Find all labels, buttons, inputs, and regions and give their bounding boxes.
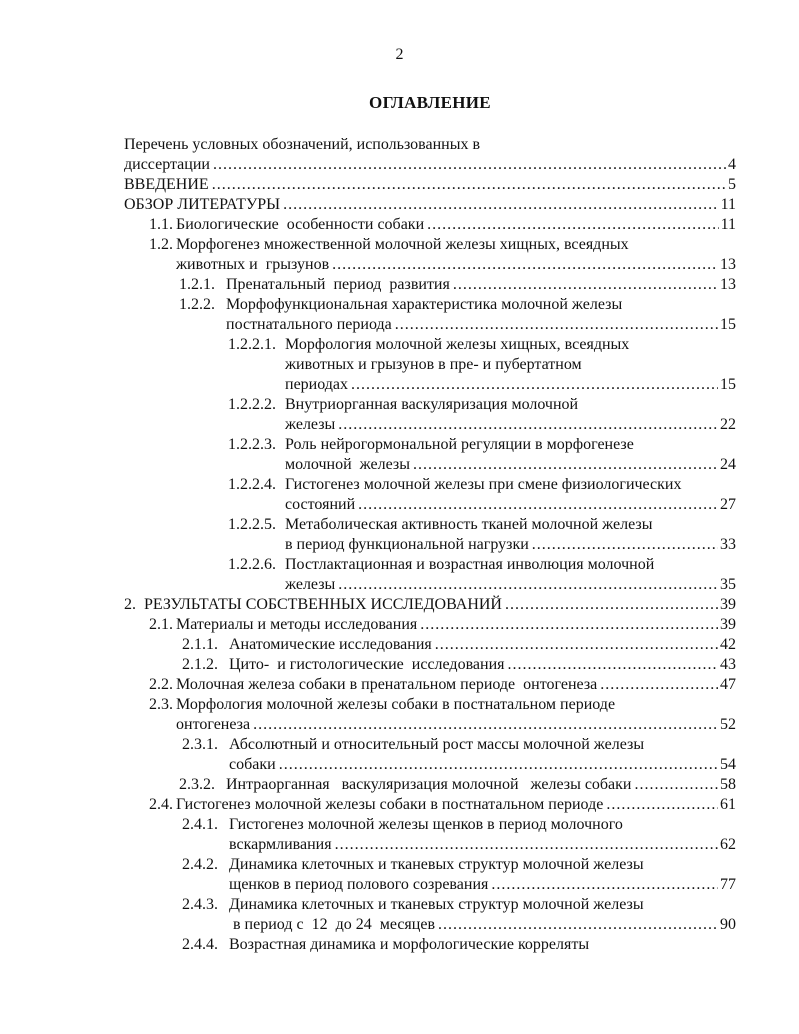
toc-entry-text: животных и грызунов в пре- и пубертатном bbox=[285, 356, 582, 373]
toc-page-number: 62 bbox=[720, 836, 736, 853]
toc-entry[interactable] bbox=[124, 775, 736, 795]
leader-dots bbox=[338, 415, 718, 435]
toc-entry-label: онтогенеза bbox=[176, 715, 253, 735]
table-of-contents bbox=[124, 135, 736, 955]
toc-page-number: 39 bbox=[720, 616, 736, 633]
toc-entry-text: Внутриорганная васкуляризация молочной bbox=[285, 396, 579, 413]
toc-entry-number: 1.2.2. bbox=[179, 296, 215, 313]
leader-dots bbox=[338, 575, 718, 595]
leader-dots bbox=[395, 315, 718, 335]
leader-dots bbox=[253, 715, 718, 735]
toc-entry-number: 2.1.2. bbox=[182, 656, 218, 673]
toc-entry-label: щенков в период полового созревания bbox=[229, 875, 491, 895]
toc-entry-label: Цито- и гистологические исследования bbox=[229, 655, 508, 675]
toc-page-number: 5 bbox=[728, 176, 736, 193]
toc-entry-label: Гистогенез молочной железы собаки в постнатальном периоде bbox=[176, 795, 606, 815]
toc-entry-text: Морфология молочной железы хищных, всеядных bbox=[285, 336, 630, 353]
toc-page-number: 13 bbox=[720, 256, 736, 273]
toc-entry-label: собаки bbox=[229, 755, 279, 775]
toc-entry-number: 2.4. bbox=[149, 796, 173, 813]
leader-dots bbox=[435, 635, 718, 655]
toc-entry[interactable] bbox=[124, 195, 736, 215]
toc-page-number: 90 bbox=[720, 916, 736, 933]
toc-entry-label: Интраорганная васкуляризация молочной железы собаки bbox=[226, 775, 635, 795]
toc-page-number: 47 bbox=[720, 676, 736, 693]
toc-entry-number: 2. bbox=[124, 596, 136, 613]
toc-entry[interactable] bbox=[124, 435, 736, 475]
toc-entry-number: 2.3.2. bbox=[179, 776, 215, 793]
leader-dots bbox=[358, 495, 718, 515]
toc-entry-label: железы bbox=[285, 415, 338, 435]
toc-entry-text: Динамика клеточных и тканевых структур молочной железы bbox=[229, 896, 644, 913]
toc-entry-number: 1.2.2.5. bbox=[228, 516, 276, 533]
toc-entry-number: 2.2. bbox=[149, 676, 173, 693]
leader-dots bbox=[438, 915, 718, 935]
toc-page-number: 35 bbox=[720, 576, 736, 593]
leader-dots bbox=[491, 875, 718, 895]
toc-entry-number: 1.2.2.3. bbox=[228, 436, 276, 453]
toc-entry[interactable] bbox=[124, 295, 736, 335]
toc-entry[interactable] bbox=[124, 515, 736, 555]
toc-entry[interactable] bbox=[124, 895, 736, 935]
leader-dots bbox=[635, 775, 719, 795]
toc-entry-label: состояний bbox=[285, 495, 358, 515]
toc-entry[interactable] bbox=[124, 815, 736, 855]
toc-entry-number: 2.4.3. bbox=[182, 896, 218, 913]
toc-entry-label: железы bbox=[285, 575, 338, 595]
leader-dots bbox=[606, 795, 718, 815]
toc-entry-number: 1.2.1. bbox=[179, 276, 215, 293]
toc-entry-label: Пренатальный период развития bbox=[226, 275, 453, 295]
toc-entry-text: Гистогенез молочной железы при смене физиологических bbox=[285, 476, 682, 493]
leader-dots bbox=[508, 655, 719, 675]
toc-page-number: 13 bbox=[720, 276, 736, 293]
leader-dots bbox=[413, 455, 718, 475]
toc-entry-number: 2.1. bbox=[149, 616, 173, 633]
toc-entry-number: 2.4.4. bbox=[182, 936, 218, 953]
toc-entry[interactable] bbox=[124, 615, 736, 635]
toc-entry[interactable] bbox=[124, 935, 736, 955]
toc-entry[interactable] bbox=[124, 595, 736, 615]
toc-entry-label: Материалы и методы исследования bbox=[176, 615, 420, 635]
toc-entry-label: ВВЕДЕНИЕ bbox=[124, 175, 212, 195]
page-number: 2 bbox=[395, 46, 404, 63]
toc-entry-label: диссертации bbox=[124, 155, 213, 175]
toc-entry[interactable] bbox=[124, 635, 736, 655]
toc-entry-label: периодах bbox=[285, 375, 351, 395]
toc-page-number: 43 bbox=[720, 656, 736, 673]
toc-entry-text: Морфология молочной железы собаки в постнатальном периоде bbox=[176, 696, 616, 713]
toc-entry-number: 1.2.2.4. bbox=[228, 476, 276, 493]
toc-page-number: 24 bbox=[720, 456, 736, 473]
toc-entry[interactable] bbox=[124, 475, 736, 515]
toc-entry-label: Биологические особенности собаки bbox=[176, 215, 427, 235]
toc-entry[interactable] bbox=[124, 655, 736, 675]
leader-dots bbox=[427, 215, 718, 235]
leader-dots bbox=[283, 195, 718, 215]
toc-entry-text: Метаболическая активность тканей молочной железы bbox=[285, 516, 653, 533]
toc-entry[interactable] bbox=[124, 675, 736, 695]
toc-entry-number: 2.4.2. bbox=[182, 856, 218, 873]
leader-dots bbox=[505, 595, 718, 615]
leader-dots bbox=[420, 615, 718, 635]
toc-entry[interactable] bbox=[124, 555, 736, 595]
toc-entry-label: Анатомические исследования bbox=[229, 635, 435, 655]
toc-entry-label: вскармливания bbox=[229, 835, 335, 855]
toc-page-number: 52 bbox=[720, 716, 736, 733]
toc-entry-text: Морфогенез множественной молочной железы хищных, всеядных bbox=[176, 236, 629, 253]
toc-page-number: 77 bbox=[720, 876, 736, 893]
toc-page-number: 11 bbox=[720, 196, 736, 213]
leader-dots bbox=[453, 275, 718, 295]
toc-entry[interactable] bbox=[124, 735, 736, 775]
toc-entry-number: 2.1.1. bbox=[182, 636, 218, 653]
leader-dots bbox=[332, 255, 718, 275]
toc-entry[interactable] bbox=[124, 335, 736, 395]
leader-dots bbox=[213, 155, 726, 175]
toc-entry-number: 1.2.2.6. bbox=[228, 556, 276, 573]
toc-entry-text: Возрастная динамика и морфологические корреляты bbox=[229, 936, 590, 953]
toc-page-number: 27 bbox=[720, 496, 736, 513]
toc-entry-number: 2.3. bbox=[149, 696, 173, 713]
leader-dots bbox=[335, 835, 718, 855]
toc-entry-label: постнатального периода bbox=[226, 315, 395, 335]
toc-entry-number: 2.4.1. bbox=[182, 816, 218, 833]
toc-entry-text: Абсолютный и относительный рост массы молочной железы bbox=[229, 736, 645, 753]
toc-page-number: 58 bbox=[720, 776, 736, 793]
toc-page-number: 33 bbox=[720, 536, 736, 553]
toc-entry[interactable] bbox=[124, 235, 736, 275]
toc-entry-label: животных и грызунов bbox=[176, 255, 332, 275]
toc-entry-number: 1.2.2.1. bbox=[228, 336, 276, 353]
toc-entry-number: 1.2. bbox=[149, 236, 173, 253]
toc-page-number: 15 bbox=[720, 376, 736, 393]
toc-entry-label: ОБЗОР ЛИТЕРАТУРЫ bbox=[124, 195, 283, 215]
toc-entry-number: 1.1. bbox=[149, 216, 173, 233]
toc-page-number: 39 bbox=[720, 596, 736, 613]
toc-entry[interactable] bbox=[124, 175, 736, 195]
toc-entry-label: РЕЗУЛЬТАТЫ СОБСТВЕННЫХ ИССЛЕДОВАНИЙ bbox=[144, 595, 505, 615]
toc-page-number: 54 bbox=[720, 756, 736, 773]
toc-entry-label: в период функциональной нагрузки bbox=[285, 535, 532, 555]
toc-page-number: 15 bbox=[720, 316, 736, 333]
toc-entry-label: молочной железы bbox=[285, 455, 413, 475]
leader-dots bbox=[351, 375, 718, 395]
toc-entry[interactable] bbox=[124, 395, 736, 435]
leader-dots bbox=[532, 535, 718, 555]
toc-entry[interactable] bbox=[124, 855, 736, 895]
toc-entry-label: в период с 12 до 24 месяцев bbox=[229, 915, 438, 935]
toc-entry[interactable] bbox=[124, 275, 736, 295]
leader-dots bbox=[279, 755, 718, 775]
toc-page-number: 4 bbox=[728, 156, 736, 173]
toc-page-number: 11 bbox=[720, 216, 736, 233]
toc-entry-number: 2.3.1. bbox=[182, 736, 218, 753]
toc-entry[interactable] bbox=[124, 695, 736, 735]
toc-page-number: 61 bbox=[720, 796, 736, 813]
toc-entry-text: Постлактационная и возрастная инволюция молочной bbox=[285, 556, 655, 573]
toc-entry-text: Динамика клеточных и тканевых структур молочной железы bbox=[229, 856, 644, 873]
toc-entry-text: Роль нейрогормональной регуляции в морфогенезе bbox=[285, 436, 634, 453]
toc-entry[interactable] bbox=[124, 215, 736, 235]
page-title: ОГЛАВЛЕНИЕ bbox=[369, 93, 491, 112]
toc-page-number: 22 bbox=[720, 416, 736, 433]
leader-dots bbox=[212, 175, 726, 195]
toc-entry-label: Молочная железа собаки в пренатальном периоде онтогенеза bbox=[176, 675, 600, 695]
leader-dots bbox=[600, 675, 718, 695]
toc-entry[interactable] bbox=[124, 135, 736, 175]
toc-entry[interactable] bbox=[124, 795, 736, 815]
toc-page-number: 42 bbox=[720, 636, 736, 653]
toc-entry-text: Перечень условных обозначений, использованных в bbox=[124, 136, 481, 153]
toc-entry-text: Гистогенез молочной железы щенков в период молочного bbox=[229, 816, 623, 833]
toc-entry-text: Морфофункциональная характеристика молочной железы bbox=[226, 296, 623, 313]
toc-entry-number: 1.2.2.2. bbox=[228, 396, 276, 413]
